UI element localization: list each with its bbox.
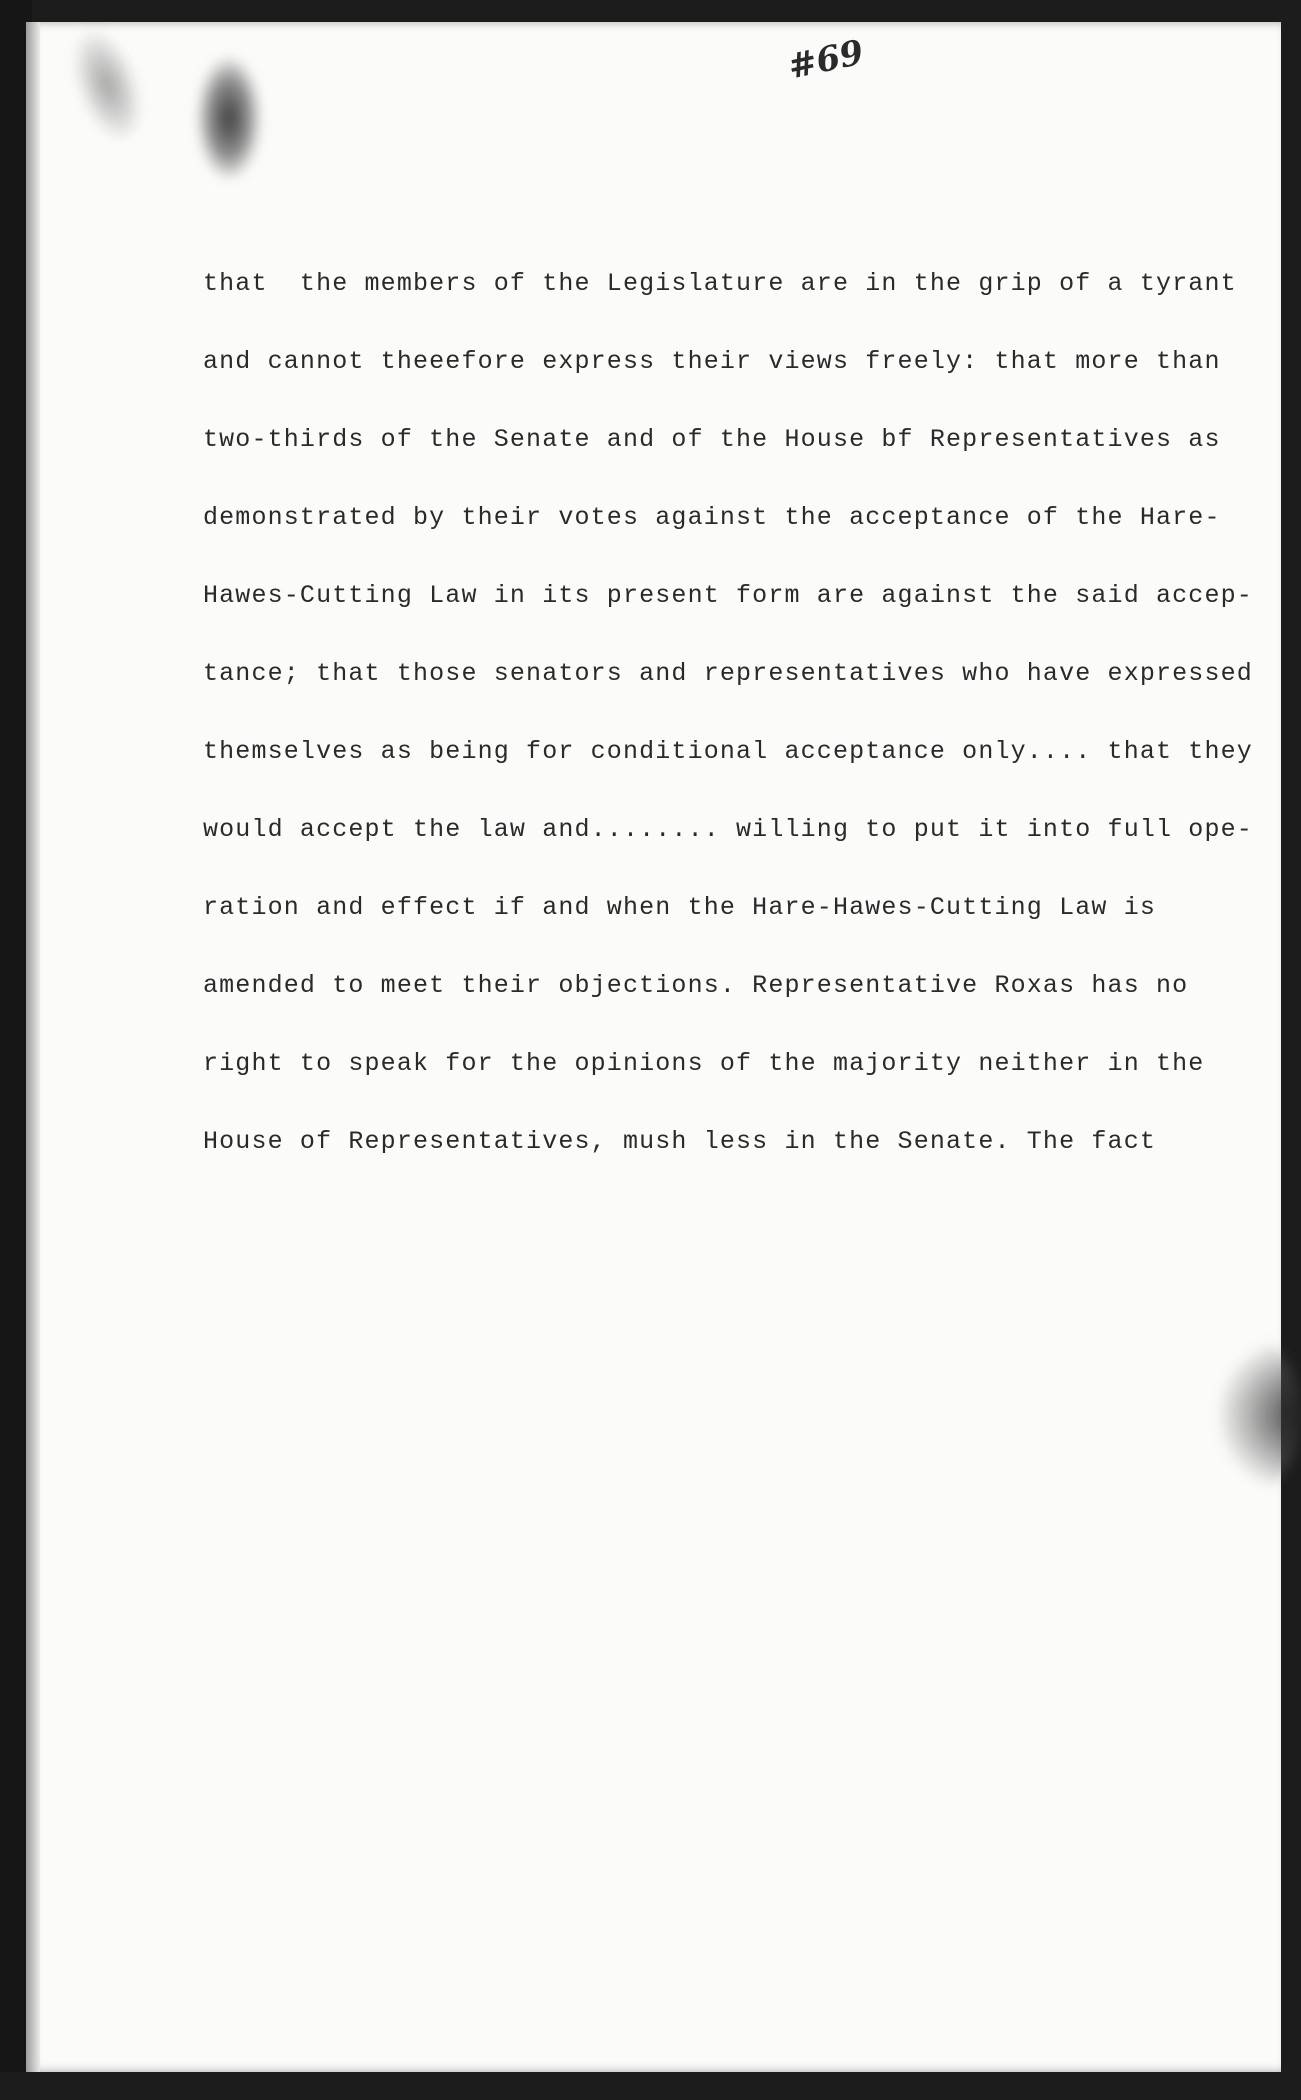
page-edge [26,22,40,2072]
text-line: two-thirds of the Senate and of the House bf Representatives as [203,425,1221,454]
text-line: demonstrated by their votes against the acceptance of the Hare- [203,503,1221,532]
text-line: that the members of the Legislature are in the grip of a tyrant [203,269,1237,298]
text-line: ration and effect if and when the Hare-Hawes-Cutting Law is [203,893,1156,922]
text-line: right to speak for the opinions of the majority neither in the [203,1049,1205,1078]
text-line: House of Representatives, mush less in the Senate. The fact [203,1127,1156,1156]
typed-text-body [203,264,1253,1200]
text-line: tance; that those senators and representatives who have expressed [203,659,1253,688]
page-number: #69 [784,32,868,88]
text-line: Hawes-Cutting Law in its present form are against the said accep- [203,581,1253,610]
text-line: amended to meet their objections. Representative Roxas has no [203,971,1189,1000]
ink-smudge [1220,1340,1300,1490]
scan-border-bottom [0,2072,1301,2100]
text-line: would accept the law and........ willing to put it into full ope- [203,815,1253,844]
ink-smudge [198,58,260,178]
text-line: and cannot theeefore express their views freely: that more than [203,347,1221,376]
text-line: themselves as being for conditional acceptance only.... that they [203,737,1253,766]
